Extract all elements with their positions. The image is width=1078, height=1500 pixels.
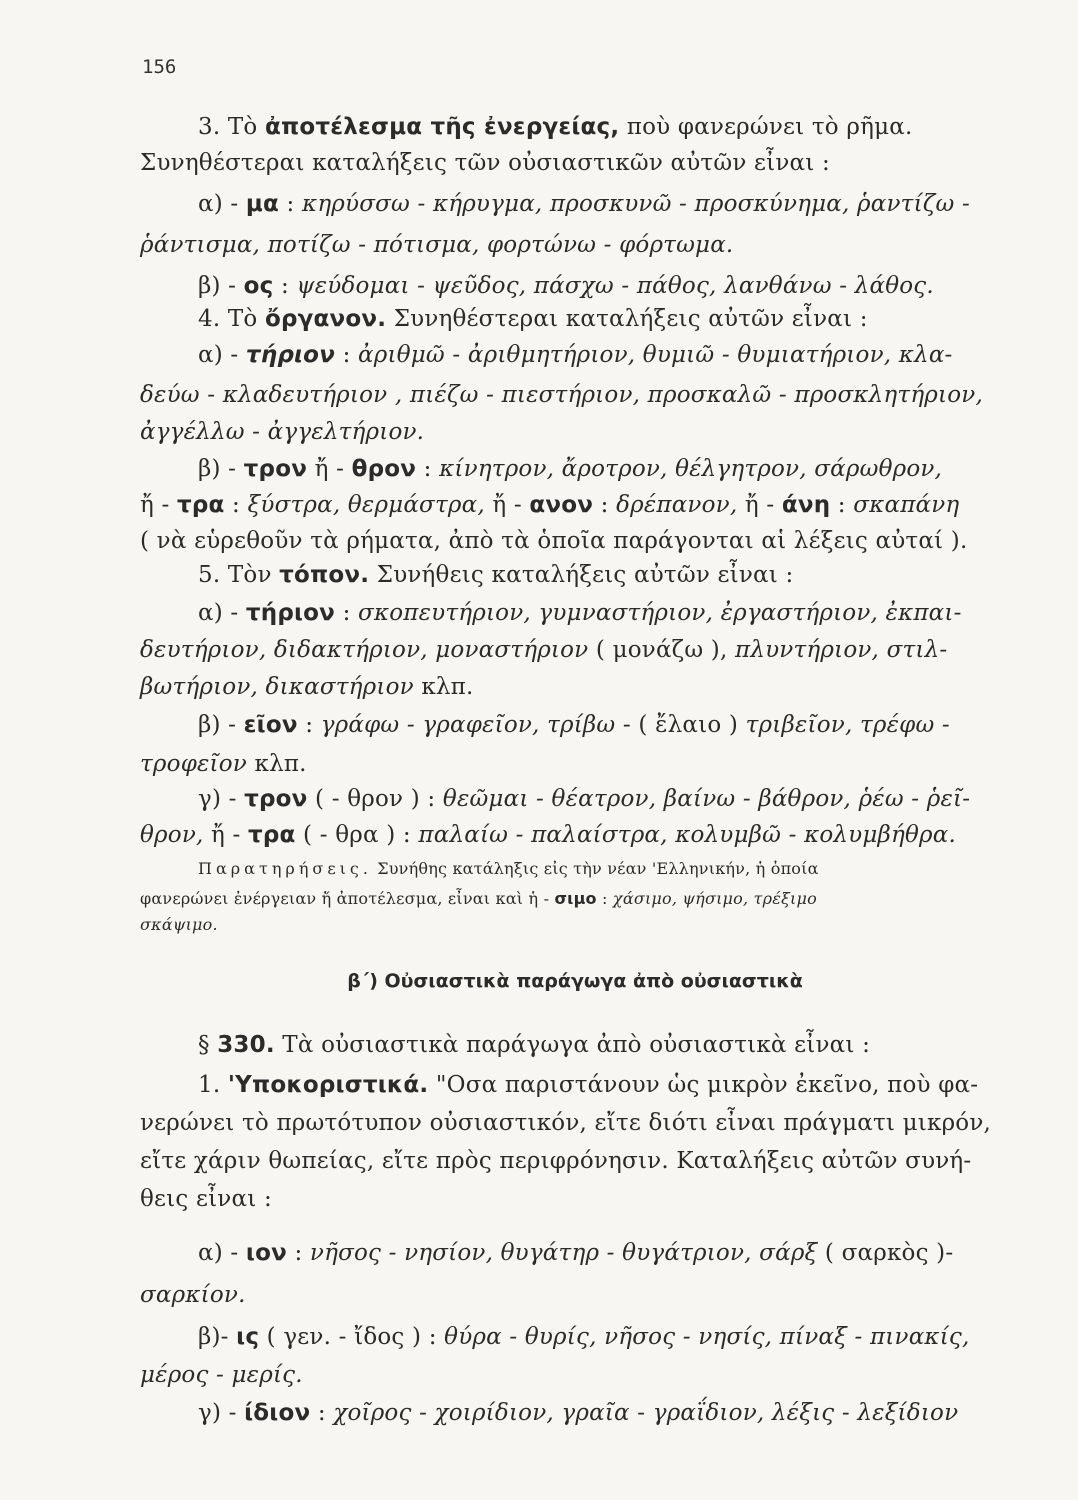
text-segment: ἤ - [307, 456, 352, 482]
text-segment: ος [243, 273, 274, 299]
section-heading: β΄) Οὐσιαστικὰ παράγωγα ἀπὸ οὐσιαστικὰ [347, 970, 803, 992]
text-segment: - ( ἔλαιο ) [615, 712, 746, 738]
text-segment: δευτήριον, διδακτήριον, μοναστήριον [140, 637, 589, 663]
text-segment: χάσιμο, ψήσιμο, τρέξιμο [612, 889, 817, 908]
text-segment: ἤ - [737, 492, 782, 518]
text-line [140, 380, 983, 410]
text-segment: ποὺ φανερώνει τὸ ρῆμα. [619, 114, 913, 140]
text-segment: ις [236, 1324, 260, 1350]
text-segment: ψεύδομαι - ψεῦδος, πάσχω - πάθος, λανθάνω - λάθος. [296, 273, 934, 299]
text-segment: φανερώνει ἐνέργειαν ἤ ἀποτέλεσμα, εἶναι καὶ ἡ - [140, 889, 555, 908]
text-segment: κλπ. [413, 674, 474, 700]
text-segment: ίδιον [244, 1400, 311, 1426]
text-line [198, 1238, 953, 1268]
text-segment: κηρύσσω - κήρυγμα, προσκυνῶ - προσκύνημα, ῥαντίζω - [302, 191, 970, 217]
text-segment: κίνητρον, ἄροτρον, θέλγητρον, σάρωθρον, [439, 456, 943, 482]
text-segment: γράφω - γραφεῖον, τρίβω [320, 712, 616, 738]
text-segment: 3. Τὸ [198, 114, 265, 140]
text-line [198, 1322, 970, 1352]
text-segment: θρον, [140, 822, 204, 848]
text-line [140, 490, 959, 520]
text-line [198, 598, 962, 628]
text-segment: § [198, 1032, 218, 1058]
text-segment: : [224, 492, 248, 518]
text-segment: Συνήθης κατάληξις εἰς τὴν νέαν 'Ελληνικήν, ἡ ὁποία [371, 859, 819, 878]
text-segment: ἤ - [140, 492, 177, 518]
text-segment: ῥάντισμα, ποτίζω - πότισμα, φορτώνω - φόρτωμα. [140, 232, 734, 258]
text-segment: ( σαρκὸς )- [817, 1240, 954, 1266]
text-segment: ξύστρα, θερμάστρα, [247, 492, 485, 518]
text-segment: β) - [198, 456, 244, 482]
text-segment: : [273, 273, 297, 299]
text-segment: θεῶμαι - θέατρον, βαίνω - βάθρον, ῥέω - ῥεῖ- [442, 786, 971, 812]
text-segment: τρον [243, 456, 308, 482]
text-segment: σκαπάνη [853, 492, 960, 518]
text-line [140, 526, 967, 556]
text-segment: ἤ - [203, 822, 248, 848]
text-segment: : [335, 342, 359, 368]
text-line [198, 340, 953, 370]
text-segment: μέρος - μερίς. [140, 1362, 303, 1388]
text-segment: : [297, 712, 321, 738]
text-segment: : [830, 492, 854, 518]
text-segment: Παρατηρήσεις. [198, 859, 372, 878]
text-segment: Τὰ οὐσιαστικὰ παράγωγα ἀπὸ οὐσιαστικὰ εἶναι : [274, 1032, 871, 1058]
text-segment: εῖον [243, 712, 298, 738]
text-segment: χοῖρος - χοιρίδιον, γραῖα - γραΐδιον, λέξις - λεξίδιον [333, 1400, 959, 1426]
text-segment: γ) - [198, 1400, 245, 1426]
text-segment: νερώνει τὸ πρωτότυπον οὐσιαστικόν, εἴτε διότι εἶναι πράγματι μικρόν, [140, 1110, 992, 1136]
text-line [140, 914, 218, 936]
text-segment: τήριον [245, 600, 336, 626]
text-segment: ( - θρα ) : [295, 822, 419, 848]
text-segment: τροφεῖον [140, 751, 247, 777]
text-segment: ( γεν. - ἴδος ) : [259, 1324, 445, 1350]
text-segment: : [596, 889, 613, 908]
text-line [140, 1108, 991, 1138]
text-segment: ( - θρον ) : [307, 786, 443, 812]
text-segment: "Οσα παριστάνουν ὡς μικρὸν ἐκεῖνο, ποὺ φα- [428, 1072, 979, 1098]
text-line [198, 560, 793, 590]
text-segment: σκάψιμο. [140, 915, 218, 934]
text-segment: δρέπανον, [616, 492, 738, 518]
text-line [198, 710, 950, 740]
text-segment: 5. Τὸν [198, 562, 280, 588]
text-segment: νῆσος - νησίον, θυγάτηρ - θυγάτριον, σάρξ [309, 1240, 818, 1266]
text-segment: : [593, 492, 617, 518]
text-line [198, 858, 819, 880]
text-line [140, 417, 424, 447]
text-line [140, 888, 817, 910]
text-segment: άνη [781, 492, 831, 518]
text-segment: ιον [245, 1240, 287, 1266]
text-segment: α) - [198, 342, 246, 368]
text-segment: ἀριθμῶ - ἀριθμητήριον, θυμιῶ - θυμιατήριον, κλα- [358, 342, 953, 368]
text-segment: : [416, 456, 440, 482]
text-segment: τριβεῖον, τρέφω - [745, 712, 950, 738]
text-segment: θεις εἶναι : [140, 1186, 272, 1212]
text-segment: α) - [198, 1240, 246, 1266]
text-line [140, 820, 956, 850]
text-segment: : [335, 600, 359, 626]
text-segment: ( νὰ εὑρεθοῦν τὰ ρήματα, ἀπὸ τὰ ὁποῖα παράγονται αἱ λέξεις αὐταί ). [140, 528, 968, 554]
text-line [198, 1030, 870, 1060]
text-segment: βωτήριον, δικαστήριον [140, 674, 414, 700]
text-line [140, 635, 947, 665]
text-segment: θύρα - θυρίς, νῆσος - νησίς, πίναξ - πινακίς, [444, 1324, 970, 1350]
text-segment: πλυντήριον, στιλ- [735, 637, 948, 663]
text-segment: Συνηθέστεραι καταλήξεις αὐτῶν εἶναι : [386, 306, 868, 332]
text-line [198, 1398, 958, 1428]
text-segment: 1. [198, 1072, 228, 1098]
text-segment: τρα [248, 822, 296, 848]
page-number: 156 [142, 56, 177, 78]
text-segment: ὄργανον. [264, 306, 387, 332]
text-line [198, 784, 970, 814]
text-segment: ἀγγέλλω - ἀγγελτήριον. [140, 419, 425, 445]
text-segment: ἀποτέλεσμα τῆς ἐνεργείας, [264, 114, 620, 140]
text-line [140, 1360, 303, 1390]
text-line [198, 271, 934, 301]
text-segment: ανον [529, 492, 594, 518]
text-line [140, 1146, 971, 1176]
text-segment: 4. Τὸ [198, 306, 265, 332]
text-segment: τρον [244, 786, 308, 812]
text-segment: σαρκίον. [140, 1282, 246, 1308]
text-segment: μα [245, 191, 280, 217]
text-line [198, 189, 970, 219]
text-segment: β) - [198, 712, 244, 738]
text-segment: 'Υποκοριστικά. [227, 1072, 429, 1098]
text-segment: : [279, 191, 303, 217]
text-segment: κλπ. [247, 751, 307, 777]
text-segment: τρα [176, 492, 225, 518]
text-segment: παλαίω - παλαίστρα, κολυμβῶ - κολυμβήθρα. [418, 822, 956, 848]
text-line [140, 1184, 272, 1214]
text-segment: τήριον [245, 342, 336, 368]
text-line [198, 454, 942, 484]
text-segment: 330. [217, 1032, 275, 1058]
text-segment: γ) - [198, 786, 245, 812]
text-segment: σκοπευτήριον, γυμναστήριον, ἐργαστήριον, ἐκπαι- [358, 600, 962, 626]
text-segment: ( μονάζω ), [588, 637, 736, 663]
text-segment: ἤ - [484, 492, 530, 518]
text-line [140, 749, 307, 779]
text-line [198, 1070, 978, 1100]
text-segment: δεύω - κλαδευτήριον , πιέζω - πιεστήριον, προσκαλῶ - προσκλητήριον, [140, 382, 983, 408]
text-line [140, 230, 733, 260]
text-segment: τόπον. [279, 562, 370, 588]
text-segment: : [310, 1400, 334, 1426]
text-segment: θρον [351, 456, 417, 482]
text-segment: α) - [198, 191, 246, 217]
text-line [140, 148, 830, 178]
text-segment: Συνήθεις καταλήξεις αὐτῶν εἶναι : [369, 562, 794, 588]
text-segment: β) - [198, 273, 244, 299]
text-segment: εἴτε χάριν θωπείας, εἴτε πρὸς περιφρόνησιν. Καταλήξεις αὐτῶν συνή- [140, 1148, 972, 1174]
text-line [198, 304, 868, 334]
text-segment: α) - [198, 600, 246, 626]
text-segment: σιμο [554, 889, 597, 908]
text-segment: β)- [198, 1324, 237, 1350]
text-segment: : [286, 1240, 310, 1266]
text-line [140, 1280, 246, 1310]
text-segment: Συνηθέστεραι καταλήξεις τῶν οὐσιαστικῶν αὐτῶν εἶναι : [140, 150, 830, 176]
text-line [198, 112, 912, 142]
text-line [140, 672, 474, 702]
